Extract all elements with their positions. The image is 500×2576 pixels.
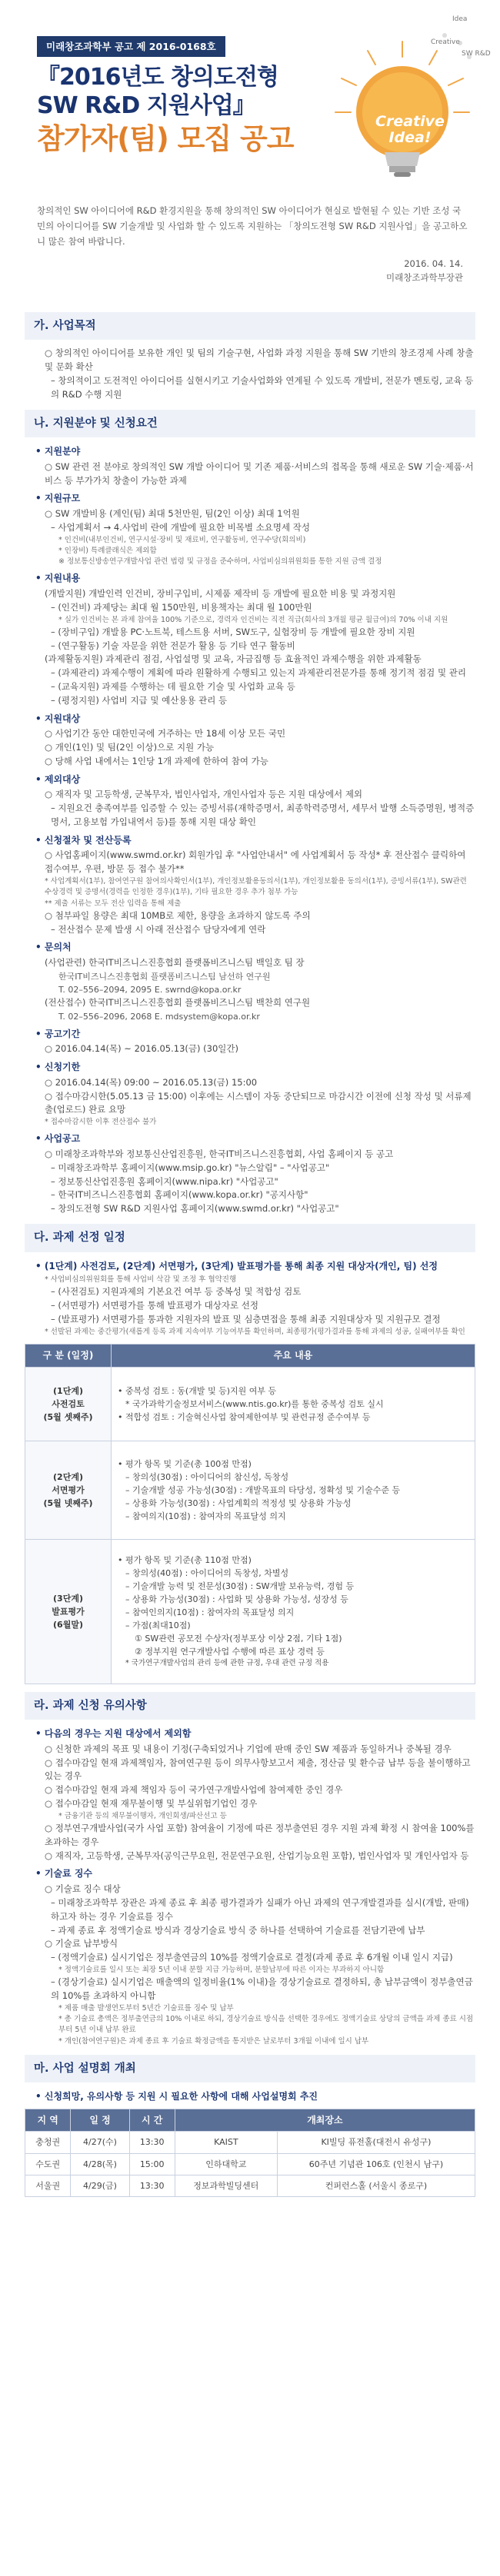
briefing-cell: KI빌딩 퓨전홀(대전시 유성구) <box>277 2132 475 2153</box>
heading-excluded-cases: • 다음의 경우는 지원 대상에서 제외함 <box>35 1727 475 1741</box>
briefing-cell: 수도권 <box>25 2153 71 2175</box>
tech-fee-note-1: * 정액기술료를 일시 또는 최장 5년 이내 분할 지급 가능하며, 분할납부에 따른 이자는 부과하지 아니함 <box>58 1965 385 1974</box>
section-purpose <box>0 312 500 402</box>
eval-stage-label: (6월말) <box>53 1619 83 1630</box>
section-title-cautions: 라. 과제 신청 유의사항 <box>25 1692 475 1720</box>
table-row <box>25 1539 475 1684</box>
tech-fee-note-2: * 제품 매출 발생연도부터 5년간 기술료를 징수 및 납부 <box>58 2003 234 2013</box>
briefing-cell: 4/28(목) <box>71 2153 129 2175</box>
table-row <box>25 1367 475 1441</box>
eval-content-cell <box>112 1539 475 1684</box>
eval-line: • 중복성 검토 : 동(개발 및 등)지원 여부 등 <box>118 1385 277 1396</box>
eval-line: ② 정부지원 연구개발사업 수행에 따른 표상 경력 등 <box>135 1646 325 1657</box>
selection-note-2: * 선발된 과제는 중간평가(새롭게 등록 과제 지속여부 기능여부를 확인하며, 최종평가(평가결과를 통해 과제의 성공, 실패여부를 확인 <box>45 1327 465 1336</box>
bulb-label-idea: Idea <box>452 15 468 23</box>
notice-period-text: ○ 2016.04.14(목) ~ 2016.05.13(금) (30일간) <box>45 1043 238 1055</box>
support-content-text-4: – (연구활동) 기술 자문을 위한 전문가 활용 등 기타 연구 활동비 <box>51 640 295 651</box>
excluded-text-6: ○ 재직자, 고등학생, 군복무자(공익근무요원, 전문연구요원, 산업기능요원 포함), 법인사업자 및 개인사업자 등 <box>45 1850 469 1861</box>
support-scale-note-3: ※ 정보통신방송연구개발사업 관련 법령 및 규정을 준수하며, 사업비심의위원회를 통한 지원 금액 결정 <box>58 557 382 567</box>
briefing-cell: 충청권 <box>25 2132 71 2153</box>
title-line-2: SW R&D 지원사업』 <box>37 92 255 119</box>
tech-fee-text-3: – 과제 종료 후 정액기술료 방식과 경상기술료 방식 중 하나를 선택하여 기술료를 전담기관에 납부 <box>51 1924 425 1936</box>
heading-support-field: • 지원분야 <box>35 444 475 459</box>
support-content-text-8: – (평정지원) 사업비 지급 및 예산용용 관리 등 <box>51 694 228 706</box>
eval-header-stage: 구 분 (일정) <box>25 1345 112 1368</box>
excluded-text-2: ○ 접수마감일 현재 과제책임자, 참여연구원 등이 의무사항보고서 제출, 정산금 및 환수금 납부 등을 불이행하고 있는 경우 <box>45 1757 471 1782</box>
apply-note-2: ** 제출 서류는 모두 전산 입력을 통해 제출 <box>45 899 182 908</box>
heading-tech-fee: • 기술료 징수 <box>35 1866 475 1881</box>
briefing-cell: 정보과학빌딩센터 <box>175 2175 277 2196</box>
selection-note-1: * 사업비심의위원회를 통해 사업비 삭감 및 조정 후 협약진행 <box>45 1275 237 1285</box>
selection-text-3: – (발표평가) 서면평가를 통과한 지원자의 발표 및 심층면접을 통해 최종 지원대상자 및 지원규모 결정 <box>51 1314 441 1325</box>
briefing-header-time: 시 간 <box>129 2109 175 2132</box>
apply-note-1: * 사업계획서(1부), 참여연구원 참여의사확인서(1부), 개인정보활용동의서(1부), 개인정보활용 동의서(1부), 증빙서류(1부), SW관련 수상경력 및 증명서(경력을 인정한 경우)(1부), 기타 필요한 경우 추가 첨부 가능 <box>45 877 467 897</box>
announce-org: 미래창조과학부장관 <box>386 272 463 284</box>
support-content-text-6: – (과제관리) 과제수행이 계획에 따라 원활하게 수행되고 있는지 과제관리전문가를 통해 정기적 점검 및 관리 <box>51 667 466 679</box>
briefing-header-region: 지 역 <box>25 2109 71 2132</box>
heading-support-scale: • 지원규모 <box>35 491 475 506</box>
excluded-text-1: ○ 신청한 과제의 목표 및 내용이 기정(구축되었거나 기업에 판매 중인 SW 제품과 동일하거나 중복될 경우 <box>45 1743 452 1754</box>
bulb-inner-line-1: Creative <box>375 113 445 130</box>
title-line-1: 『2016년도 창의도전형 <box>37 64 278 91</box>
evaluation-table <box>25 1344 475 1684</box>
eval-stage-label: (5월 넷째주) <box>43 1497 93 1508</box>
eval-stage-label: (3단계) <box>53 1593 83 1604</box>
bulb-label-sw: SW R&D <box>462 50 491 58</box>
briefing-cell: 13:30 <box>129 2175 175 2196</box>
eval-stage-label: 사전검토 <box>52 1398 85 1409</box>
support-scale-note-1: * 인건비(내부인건비, 연구시설·장비 및 재료비, 연구활동비, 연구수당(회의비) <box>58 535 306 544</box>
announcement-text-5: – 창의도전형 SW R&D 지원사업 홈페이지(www.swmd.or.kr) "사업공고" <box>51 1203 339 1215</box>
purpose-text-1: ○ 창의적인 아이디어를 보유한 개인 및 팀의 기술구현, 사업화 과정 지원을 통해 SW 기반의 창조경제 사례 창출 및 문화 확산 <box>45 347 474 373</box>
table-row <box>25 2153 475 2175</box>
selection-text-2: – (서면평가) 서면평가를 통해 발표평가 대상자로 선정 <box>51 1300 258 1311</box>
deadline-text-1: ○ 2016.04.14(목) 09:00 ~ 2016.05.13(금) 15:00 <box>45 1076 258 1088</box>
heading-support-target: • 지원대상 <box>35 712 475 726</box>
tech-fee-note-4: * 개인(참여연구원)은 과제 종료 후 기술료 확정금액을 통지받은 날로부터 3개월 이내에 일시 납부 <box>58 2036 369 2046</box>
briefing-header-place <box>175 2109 475 2132</box>
excluded-text-4: ○ 접수마감일 현재 재무불이행 및 부실위험기업인 경우 <box>45 1797 258 1809</box>
eval-stage-label: (1단계) <box>53 1385 83 1396</box>
table-row <box>25 1441 475 1539</box>
deadline-note: * 접수마감시한 이후 전산접수 불가 <box>45 1118 157 1127</box>
exclusion-text-1: ○ 재직자 및 고등학생, 군복무자, 법인사업자, 개인사업자 등은 지원 대상에서 제외 <box>45 789 363 800</box>
support-content-text-1: (개발지원) 개발인력 인건비, 장비구입비, 시제품 제작비 등 개발에 필요한 비용 및 과정지원 <box>45 587 396 599</box>
support-scale-text-2: – 사업계획서 → 4.사업비 란에 개발에 필요한 비목별 소요명세 작성 <box>51 521 310 533</box>
heading-announcement: • 사업공고 <box>35 1132 475 1146</box>
eval-stage-label: 서면평가 <box>52 1484 85 1495</box>
section-requirements <box>0 410 500 1216</box>
support-content-text-7: – (교육지원) 과제를 수행하는 데 필요한 기술 및 사업화 교육 등 <box>51 681 295 693</box>
briefing-cell: 15:00 <box>129 2153 175 2175</box>
section-schedule <box>0 1224 500 1684</box>
support-content-text-5: (과제활동지원) 과제관리 점검, 사업설명 및 교육, 자금집행 등 효율적인 과제수행을 위한 과제활동 <box>45 653 422 665</box>
eval-stage-cell <box>25 1539 112 1684</box>
briefing-cell: 컨퍼런스홀 (서울시 종로구) <box>277 2175 475 2196</box>
dateline <box>386 257 463 285</box>
lightbulb-illustration <box>314 12 491 189</box>
briefing-table <box>25 2109 475 2197</box>
briefing-cell: 인하대학교 <box>175 2153 277 2175</box>
eval-line: – 창의성(40점) : 아이디어의 독창성, 차별성 <box>125 1567 289 1578</box>
eval-line: ① SW관련 공모전 수상자(정부포상 이상 2점, 기타 1점) <box>135 1633 342 1644</box>
support-content-note-1: * 실가 인건비는 본 과제 참여율 100% 기준으로, 경력자 인건비는 직전 직급(회사의 3개월 평균 월급여)의 70% 이내 지원 <box>58 615 448 624</box>
eval-stage-cell <box>25 1367 112 1441</box>
eval-line: – 상용화 가능성(30점) : 사업계획의 적정성 및 상용화 가능성 <box>125 1497 352 1508</box>
support-target-text-3: ○ 당해 사업 내에서는 1인당 1개 과제에 한하여 참여 가능 <box>45 755 268 766</box>
support-target-text-2: ○ 개인(1인) 및 팀(2인 이상)으로 지원 가능 <box>45 742 215 753</box>
title-line-3: 참가자(팀) 모집 공고 <box>37 122 294 155</box>
selection-steps-heading: • (1단계) 사전검토, (2단계) 서면평가, (3단계) 발표평가를 통해 최종 지원 대상자(개인, 팀) 선정 <box>35 1259 475 1274</box>
contact-text-3: T. 02–556–2094, 2095 E. swrnd@kopa.or.kr <box>58 984 242 995</box>
heading-notice-period: • 공고기간 <box>35 1027 475 1042</box>
briefing-heading: • 신청희망, 유의사항 등 지원 시 필요한 사항에 대해 사업설명회 추진 <box>35 2089 475 2104</box>
eval-line: – 기술개발 능력 및 전문성(30점) : SW개발 보유능력, 경험 등 <box>125 1581 355 1591</box>
eval-line: • 적합성 검토 : 기술혁신사업 참여제한여부 및 관련규정 준수여부 등 <box>118 1411 371 1422</box>
briefing-cell: 4/27(수) <box>71 2132 129 2153</box>
tech-fee-text-2: – 미래창조과학부 장관은 과제 종료 후 최종 평가결과가 실패가 아닌 과제의 연구개발결과를 실시(개발, 판매)하고자 하는 경우 기술료를 징수 <box>51 1896 469 1922</box>
eval-line: • 평가 항목 및 기준(총 110점 만점) <box>118 1554 252 1565</box>
eval-header-content: 주요 내용 <box>112 1345 475 1368</box>
eval-line: • 평가 항목 및 기준(총 100점 만점) <box>118 1458 252 1469</box>
briefing-cell: 4/29(금) <box>71 2175 129 2196</box>
apply-text-2: ○ 첨부파일 용량은 최대 10MB로 제한, 용량을 초과하지 않도록 주의 <box>45 909 311 921</box>
support-scale-text-1: ○ SW 개발비용 (계인(팀) 최대 5천만원, 팀(2인 이상) 최대 1억원 <box>45 508 300 519</box>
lightbulb-icon <box>314 12 491 189</box>
bulb-inner-line-2: Idea! <box>388 128 432 146</box>
bulb-label-creative: Creative <box>431 38 460 46</box>
section-title-requirements: 나. 지원분야 및 신청요건 <box>25 410 475 437</box>
briefing-cell: 60주년 기념관 106호 (인천시 남구) <box>277 2153 475 2175</box>
eval-stage-label: (5월 셋째주) <box>43 1411 93 1422</box>
table-row <box>25 2175 475 2196</box>
excluded-text-5: ○ 정부연구개발사업(국가 사업 포함) 참여율이 기정에 따른 정부출연된 경우 지원 과제 확정 시 참여율 100%를 초과하는 경우 <box>45 1823 475 1847</box>
eval-line: – 창의성(30점) : 아이디어의 참신성, 독창성 <box>125 1471 289 1482</box>
support-content-text-2: – (인건비) 과제당는 최대 월 150만원, 비용책자는 최대 월 100만원 <box>51 601 312 613</box>
apply-text-1: ○ 사업홈페이지(www.swmd.or.kr) 회원가입 후 "사업안내서" 에 사업계획서 등 작성* 후 전산접수 클릭하여 접수여부, 우편, 방문 등 접수 불가** <box>45 849 466 875</box>
purpose-text-2: – 창의적이고 도전적인 아이디어를 실현시키고 기술사업화와 연계될 수 있도록 개발비, 전문가 멘토링, 교육 등의 R&D 수행 지원 <box>51 375 474 400</box>
eval-content-cell <box>112 1441 475 1539</box>
tech-fee-text-6: – (경상기술료) 실시기업은 매출액의 일정비율(1% 이내)을 경상기술료로 결정하되, 총 납부금액이 정부출연금의 10%를 초과하지 아니함 <box>51 1976 473 2002</box>
section-title-briefing: 마. 사업 설명회 개최 <box>25 2055 475 2082</box>
announcement-text-1: ○ 미래창조과학부와 정보통신산업진흥원, 한국IT비즈니스진흥협회, 사업 홈페이지 등 공고 <box>45 1148 394 1160</box>
hero-banner <box>0 0 500 304</box>
eval-line: * 국가연구개발사업의 관리 등에 관한 규정, 우대 관련 규정 적용 <box>125 1659 329 1667</box>
eval-line: – 참여인의지(10점) : 참여자의 목표달성 의지 <box>125 1607 295 1617</box>
eval-line: – 기술개발 성공 가능성(30점) : 개발목표의 타당성, 정확성 및 기술수준 등 <box>125 1484 401 1495</box>
bulb-inner-text <box>368 114 452 146</box>
announcement-text-4: – 한국IT비즈니스진흥협회 홈페이지(www.kopa.or.kr) "공지사항" <box>51 1189 308 1201</box>
heading-apply-deadline: • 신청기한 <box>35 1060 475 1075</box>
eval-stage-cell <box>25 1441 112 1539</box>
contact-text-5: T. 02–556–2096, 2068 E. mdsystem@kopa.or.kr <box>58 1011 260 1022</box>
excluded-text-3: ○ 접수마감일 현재 과제 책임자 등이 국가연구개발사업에 참여제한 중인 경우 <box>45 1784 343 1796</box>
eval-stage-label: 발표평가 <box>52 1606 85 1617</box>
support-content-text-3: – (장비구입) 개발용 PC·노트북, 테스트용 서버, SW도구, 실험장비 등 개발에 필요한 장비 지원 <box>51 626 415 637</box>
briefing-header-date: 일 정 <box>71 2109 129 2132</box>
briefing-cell: 서울권 <box>25 2175 71 2196</box>
announce-date: 2016. 04. 14. <box>404 258 463 269</box>
eval-stage-label: (2단계) <box>53 1471 83 1482</box>
contact-text-2: 한국IT비즈니스진흥협회 플랫폼비즈니스팀 남선하 연구원 <box>58 971 271 982</box>
eval-line: – 가점(최대10점) <box>125 1620 191 1630</box>
support-field-text: ○ SW 관련 전 분야로 창의적인 SW 개발 아이디어 및 기존 제품·서비스의 접목을 통해 새로운 SW 기술·제품·서비스 등 부가가치 창출이 가능한 과제 <box>45 460 474 486</box>
briefing-cell: KAIST <box>175 2132 277 2153</box>
apply-text-3: – 전산접수 문제 발생 시 아래 전산접수 담당자에게 연락 <box>51 923 266 935</box>
section-title-schedule: 다. 과제 선정 일정 <box>25 1224 475 1251</box>
heading-apply-procedure: • 신청절차 및 전산등록 <box>35 833 475 848</box>
eval-line: * 국가과학기술정보서비스(www.ntis.go.kr)를 통한 중복성 검토 실시 <box>125 1398 384 1409</box>
tech-fee-text-1: ○ 기술료 징수 대상 <box>45 1883 121 1895</box>
heading-contact: • 문의처 <box>35 940 475 955</box>
intro-text: 창의적인 SW 아이디어에 R&D 환경지원을 통해 창의적인 SW 아이디어가 현실로 발현될 수 있는 기반 조성 국민의 아이디어를 SW 기술개발 및 사업화 할 수 있도록 지원하는 「창의도전형 SW R&D 지원사업」을 공고하오니 많은 참여 바랍니다. <box>37 205 468 248</box>
tech-fee-note-3: * 총 기술료 총액은 정부출연금의 10% 이내로 하되, 경상기술료 방식을 선택한 경우에도 정액기술료 상당의 금액을 과제 종료 시점부터 5년 이내 납부 완료 <box>58 2015 474 2035</box>
tech-fee-text-5: – (정액기술료) 실시기업은 정부출연금의 10%를 정액기술료로 결정(과제 종료 후 6개월 이내 일시 지급) <box>51 1952 453 1963</box>
eval-line: – 참여의지(10점) : 참여자의 목표달성 의지 <box>125 1511 286 1521</box>
section-cautions <box>0 1692 500 2047</box>
support-target-text-1: ○ 사업기간 동안 대한민국에 거주하는 만 18세 이상 모든 국민 <box>45 728 286 740</box>
deadline-text-2: ○ 접수마감시한(5.05.13 금 15:00) 이후에는 시스템이 자동 중단되므로 마감시간 이전에 신청 작성 및 서류제출(업로드) 완료 요망 <box>45 1090 472 1115</box>
eval-content-cell <box>112 1367 475 1441</box>
tech-fee-text-4: ○ 기술료 납부방식 <box>45 1938 118 1949</box>
heading-exclusion: • 제외대상 <box>35 773 475 787</box>
contact-text-1: (사업관련) 한국IT비즈니스진흥협회 플랫폼비즈니스팀 백일호 팀 장 <box>45 956 305 968</box>
section-briefing <box>0 2055 500 2197</box>
table-row <box>25 2132 475 2153</box>
exclusion-text-2: – 지원요건 충족여부를 입증할 수 있는 증빙서류(재학증명서, 최종학력증명서, 세무서 발행 소득증명원, 병적증명서, 고용보험 가입내역서 등)를 통해 지원 대상 확인 <box>51 803 475 827</box>
announcement-text-2: – 미래창조과학부 홈페이지(www.msip.go.kr) "뉴스알림" – "사업공고" <box>51 1162 330 1173</box>
notice-number-badge: 미래창조과학부 공고 제 2016-0168호 <box>37 36 225 57</box>
support-scale-note-2: * 인장비) 특례클래식은 제외함 <box>58 546 157 555</box>
section-title-purpose: 가. 사업목적 <box>25 312 475 340</box>
announcement-text-3: – 정보통신산업진흥원 홈페이지(www.nipa.kr) "사업공고" <box>51 1175 278 1187</box>
eval-line: – 상용화 가능성(30점) : 사업화 및 상용화 가능성, 성장성 등 <box>125 1594 348 1604</box>
excluded-note: * 금융기관 등의 채무불이행자, 개인회생/파산선고 등 <box>58 1811 227 1820</box>
selection-text-1: – (사전검토) 지원과제의 기본요건 여부 등 중복성 및 적합성 검토 <box>51 1286 302 1298</box>
briefing-header-place-label: 개최장소 <box>307 2114 343 2126</box>
briefing-cell: 13:30 <box>129 2132 175 2153</box>
heading-support-content: • 지원내용 <box>35 571 475 586</box>
contact-text-4: (전산접수) 한국IT비즈니스진흥협회 플랫폼비즈니스팀 백찬희 연구원 <box>45 996 311 1008</box>
